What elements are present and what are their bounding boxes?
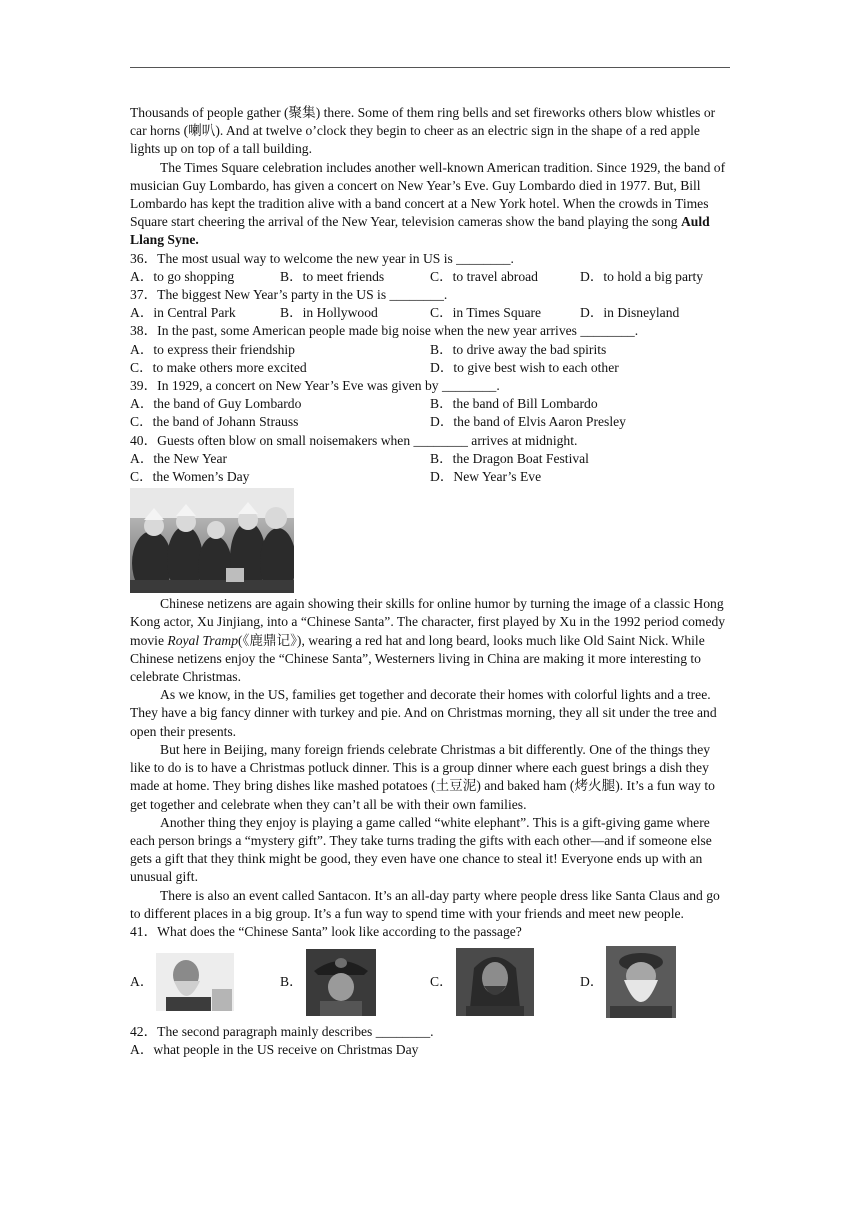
question-41-option-a [130, 953, 280, 1011]
question-37-option-a: A．in Central Park [130, 305, 236, 321]
question-42-option-a: A．what people in the US receive on Christmas Day [130, 1042, 419, 1058]
question-36-option-a: A．to go shopping [130, 268, 235, 284]
question-39-stem: 39．In 1929, a concert on New Year’s Eve was given by ________. [130, 378, 500, 394]
question-40-options [130, 450, 730, 486]
question-41-options [130, 945, 730, 1019]
question-37-options [130, 304, 730, 322]
header-rule [130, 67, 730, 68]
bald-bearded-man-photo [156, 953, 234, 1011]
option-letter-d: D． [580, 974, 604, 990]
question-36-stem: 36．The most usual way to welcome the new year in US is ________. [130, 250, 514, 266]
white-bearded-man-photo [606, 946, 676, 1018]
long-haired-man-photo [456, 948, 534, 1016]
qing-hat-man-photo [306, 949, 376, 1016]
question-39-option-a: A．the band of Guy Lombardo [130, 396, 302, 412]
question-42-stem: 42．The second paragraph mainly describes ________. [130, 1024, 434, 1040]
passage2-paragraph-1 [130, 595, 730, 686]
question-41-option-c [430, 948, 580, 1016]
question-40-option-a: A．the New Year [130, 450, 228, 466]
option-letter-c: C． [430, 974, 453, 990]
question-36-options [130, 268, 730, 286]
passage2-paragraph-1-text-a: Chinese netizens are again showing their skills for online humor by turning the image of a classic Hong Kong actor, Xu Jinjiang, into a “Chinese Santa”. The character, first played by Xu in the 1992 period comedy movie [130, 596, 726, 648]
passage1-paragraph-2 [130, 159, 730, 250]
passage1-paragraph-2-text: The Times Square celebration includes another well-known American tradition. Since 1929, the band of musician Guy Lombardo, has given a concert on New Year’s Eve. Guy Lombardo died in 1977. But, Bill Lombardo has kept the tradition alive with a band concert at a New York hotel. When the crowds in Times Square start cheering the arrival of the New Year, television cameras show the band playing the song [130, 159, 726, 230]
question-40-option-d: D．New Year’s Eve [430, 469, 542, 485]
question-39-option-c: C．the band of Johann Strauss [130, 414, 299, 430]
question-41-stem: 41．What does the “Chinese Santa” look like according to the passage? [130, 923, 522, 939]
question-40-option-b: B．the Dragon Boat Festival [430, 450, 589, 466]
question-37-stem: 37．The biggest New Year’s party in the US is ________. [130, 287, 448, 303]
question-37-option-b: B．in Hollywood [280, 305, 378, 321]
passage2-paragraph-4: Another thing they enjoy is playing a game called “white elephant”. This is a gift-giving game where each person brings a “mystery gift”. They take turns trading the gifts with each other—and if someone else gets a gift that they think might be good, they even have one chance to steal it! Everyone ends up with an unusual gift. [130, 814, 712, 885]
question-39-options [130, 395, 730, 431]
passage2-paragraph-3: But here in Beijing, many foreign friends celebrate Christmas a bit differently. One of the things they like to do is to have a Christmas potluck dinner. This is a group dinner where each guest brings a dish they made at home. They bring dishes like mashed potatoes (土豆泥) and baked ham (烤火腿). It’s a fun way to get together and celebrate when they can’t all be with their own families. [130, 741, 715, 812]
question-38-option-c: C．to make others more excited [130, 359, 307, 375]
question-38-option-b: B．to drive away the bad spirits [430, 341, 607, 357]
question-37-option-d: D．in Disneyland [580, 305, 680, 321]
question-40-option-c: C．the Women’s Day [130, 469, 250, 485]
passage1-paragraph-1: Thousands of people gather (聚集) there. Some of them ring bells and set fireworks others blow whistles or car horns (喇叭). And at twelve o’clock they begin to cheer as an electric sign in the shape of a red apple lights up on top of a tall building. [130, 105, 716, 157]
question-38-option-a: A．to express their friendship [130, 341, 295, 357]
question-41-option-d [580, 946, 730, 1018]
question-40-stem: 40．Guests often blow on small noisemakers when ________ arrives at midnight. [130, 432, 578, 448]
party-photo [130, 488, 294, 593]
option-letter-b: B． [280, 974, 303, 990]
movie-title: Royal Tramp [167, 632, 239, 648]
question-36-option-c: C．to travel abroad [430, 268, 538, 284]
question-41-option-b [280, 949, 430, 1016]
exam-page [130, 104, 730, 1060]
question-38-option-d: D．to give best wish to each other [430, 359, 619, 375]
question-38-options [130, 341, 730, 377]
question-36-option-d: D．to hold a big party [580, 268, 704, 284]
question-38-stem: 38．In the past, some American people made big noise when the new year arrives ________. [130, 323, 639, 339]
question-37-option-c: C．in Times Square [430, 305, 542, 321]
question-39-option-b: B．the band of Bill Lombardo [430, 396, 598, 412]
passage2-paragraph-5: There is also an event called Santacon. It’s an all-day party where people dress like Santa Claus and go to different places in a big group. It’s a fun way to spend time with your friends and meet new people. [130, 887, 720, 921]
question-36-option-b: B．to meet friends [280, 268, 385, 284]
option-letter-a: A． [130, 974, 154, 990]
question-39-option-d: D．the band of Elvis Aaron Presley [430, 414, 626, 430]
song-title: Auld Llang Syne. [130, 214, 710, 248]
passage2-paragraph-1-text-b: (《鹿鼎记》), wearing a red hat and long beard, looks much like Old Saint Nick. While Chinese netizens enjoy the “Chinese Santa”, Westerners living in China are making it more interesting to celebrate Christmas. [130, 632, 705, 685]
passage2-paragraph-2: As we know, in the US, families get together and decorate their homes with colorful lights and a tree. They have a big fancy dinner with turkey and pie. And on Christmas morning, they all sit under the tree and open their presents. [130, 687, 717, 739]
